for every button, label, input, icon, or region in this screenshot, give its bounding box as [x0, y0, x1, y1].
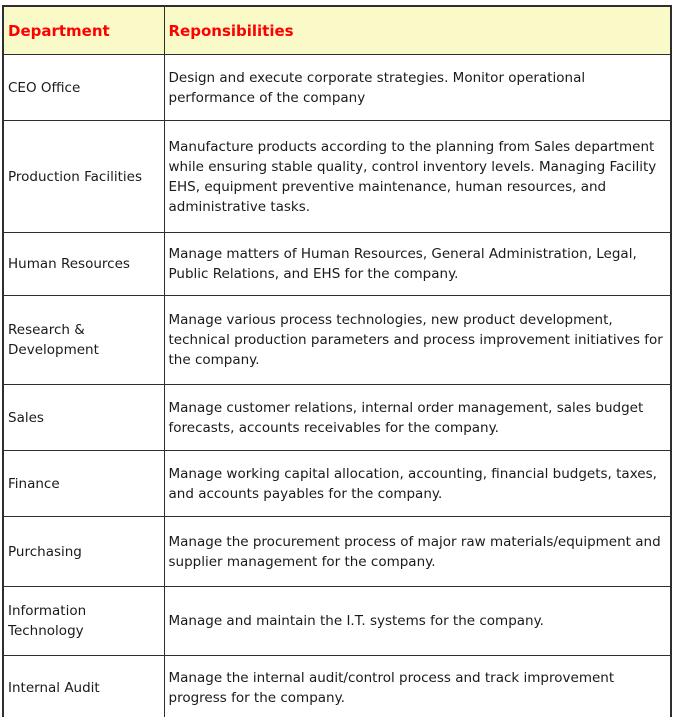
column-header-department: Department: [3, 6, 164, 55]
department-cell: Purchasing: [3, 517, 164, 587]
table-row: [3, 233, 671, 296]
department-cell: Production Facilities: [3, 121, 164, 233]
table-row: [3, 55, 671, 121]
responsibility-cell: Manage various process technologies, new product development, technical production parameters and process improvement initiatives for the company.: [164, 296, 671, 385]
column-header-responsibilities: Reponsibilities: [164, 6, 671, 55]
department-cell: Information Technology: [3, 587, 164, 656]
table-row: [3, 451, 671, 517]
department-cell: Sales: [3, 385, 164, 451]
table-row: [3, 517, 671, 587]
responsibility-cell: Manage working capital allocation, accounting, financial budgets, taxes, and accounts payables for the company.: [164, 451, 671, 517]
responsibility-cell: Manage matters of Human Resources, General Administration, Legal, Public Relations, and EHS for the company.: [164, 233, 671, 296]
responsibility-cell: Manage the procurement process of major raw materials/equipment and supplier management for the company.: [164, 517, 671, 587]
department-cell: Internal Audit: [3, 656, 164, 717]
department-cell: Research & Development: [3, 296, 164, 385]
responsibility-cell: Manage the internal audit/control process and track improvement progress for the company.: [164, 656, 671, 717]
table-row: [3, 296, 671, 385]
departments-table: [2, 5, 672, 717]
table-row: [3, 121, 671, 233]
responsibility-cell: Manufacture products according to the planning from Sales department while ensuring stable quality, control inventory levels. Managing Facility EHS, equipment preventive maintenance, human resources, and administrative tasks.: [164, 121, 671, 233]
department-cell: Human Resources: [3, 233, 164, 296]
table-row: [3, 385, 671, 451]
department-cell: Finance: [3, 451, 164, 517]
table-row: [3, 656, 671, 717]
responsibility-cell: Manage and maintain the I.T. systems for the company.: [164, 587, 671, 656]
responsibility-cell: Manage customer relations, internal order management, sales budget forecasts, accounts receivables for the company.: [164, 385, 671, 451]
header-row: [3, 6, 671, 55]
responsibility-cell: Design and execute corporate strategies. Monitor operational performance of the company: [164, 55, 671, 121]
department-cell: CEO Office: [3, 55, 164, 121]
table-row: [3, 587, 671, 656]
